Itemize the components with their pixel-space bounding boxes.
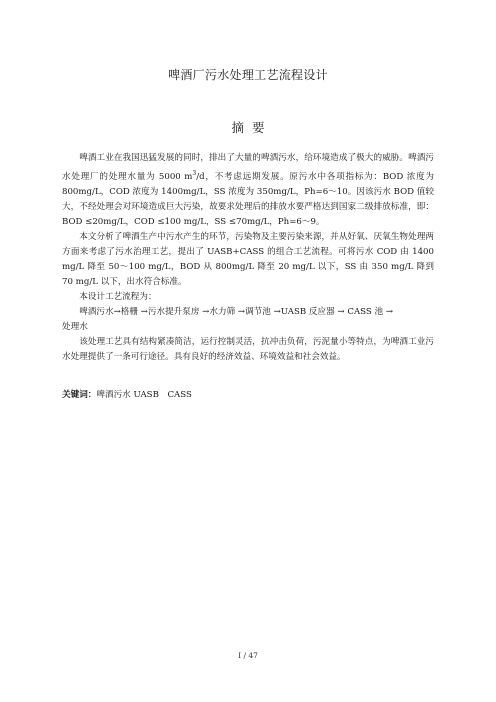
keywords-label: 关键词： [62,390,97,400]
process-flow-end: 处理水 [62,321,88,332]
paragraph-3: 本设计工艺流程为： [79,291,157,302]
process-flow-line: 啤酒污水→格栅 →污水提升泵房 →水力筛 →调节池 →UASB 反应器 → CASS 池 → [79,306,394,317]
keywords-value: 啤酒污水 UASB CASS [96,390,192,400]
document-title: 啤酒厂污水处理工艺流程设计 [168,68,328,82]
paragraph-1 [62,151,434,230]
keywords-line [62,388,192,400]
paragraph-5: 该处理工艺具有结构紧凑简洁，运行控制灵活，抗冲击负荷，污泥量小等特点，为啤酒工业污水处理提供了一条可行途径。具有良好的经济效益、环境效益和社会效益。 [62,336,434,362]
paragraph-2: 本文分析了啤酒生产中污水产生的环节，污染物及主要污染来源，并从好氧、厌氧生物处理两方面来考虑了污水治理工艺，提出了 UASB+CASS 的组合工艺流程。可将污水 COD 由 1400 mg/L 降至 50～100 mg/L，BOD 从 800mg/L 降至 20 mg/L 以下，SS 由 350 mg/L 降到 70 mg/L 以下，出水符合标准。 [62,231,434,287]
abstract-heading: 摘要 [231,120,273,135]
abstract-body [62,151,434,365]
paragraph-1-part-b: /d，不考虑远期发展。原污水中各项指标为：BOD 浓度为 800mg/L，COD 浓度为 1400mg/L，SS 浓度为 350mg/L，Ph=6～10。因该污水 BOD 值较大，不经处理会对环境造成巨大污染，故要求处理后的排放水要严格达到国家二级排放标准，即：BOD ≤20mg/L，COD ≤100 mg/L，SS ≤70mg/L，Ph=6～9。 [62,171,434,227]
page-number: I / 47 [238,651,258,660]
paragraph-1-part-a: 啤酒工业在我国迅猛发展的同时，排出了大量的啤酒污水，给环境造成了极大的威胁。啤酒污水处理厂的处理水量为 5000 m [62,153,434,182]
superscript-3: 3 [192,170,197,177]
